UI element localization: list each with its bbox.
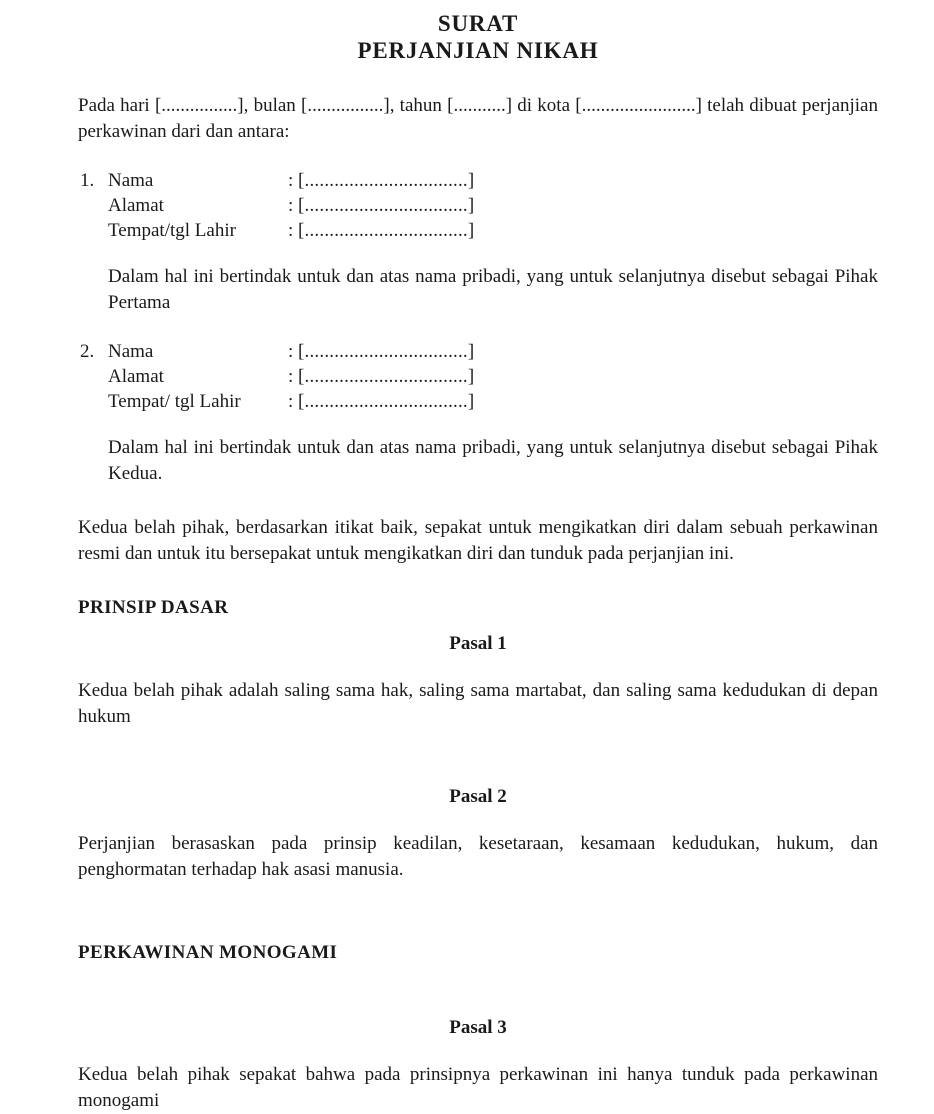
- field-label-alamat-1: Alamat: [108, 195, 164, 216]
- party-1-number: 1.: [80, 170, 95, 191]
- field-row-alamat-1: [78, 193, 878, 218]
- field-colon-alamat-1: :: [288, 195, 294, 216]
- article-body-pasal-3: Kedua belah pihak sepakat bahwa pada prinsipnya perkawinan ini hanya tunduk pada perkawinan monogami: [78, 1064, 878, 1111]
- field-colon-alamat-2: :: [288, 366, 294, 387]
- field-row-nama-1: [78, 168, 878, 193]
- party-block-2: [78, 339, 878, 487]
- party-1-fields: [78, 168, 878, 243]
- field-row-nama-2: [78, 339, 878, 364]
- article-label-pasal-2: Pasal 2: [449, 786, 507, 807]
- document-title-line-2: PERJANJIAN NIKAH: [357, 38, 599, 63]
- field-label-nama-2: Nama: [108, 341, 154, 362]
- field-colon-nama-1: :: [288, 170, 294, 191]
- article-body-pasal-2: Perjanjian berasaskan pada prinsip keadilan, kesetaraan, kesamaan kedudukan, hukum, dan penghormatan terhadap hak asasi manusia.: [78, 833, 878, 880]
- field-colon-tempat-tgl-lahir-1: :: [288, 220, 294, 241]
- document-title-line-1: SURAT: [437, 11, 519, 36]
- section-heading-prinsip-dasar: PRINSIP DASAR: [78, 597, 229, 618]
- party-1-note: Dalam hal ini bertindak untuk dan atas nama pribadi, yang untuk selanjutnya disebut sebagai Pihak Pertama: [108, 266, 878, 313]
- article-label-pasal-3: Pasal 3: [449, 1017, 507, 1038]
- opening-paragraph: Pada hari [................], bulan [................], tahun [...........] di kota [........................] telah dibuat perjanjian perkawinan dari dan antara:: [78, 95, 878, 142]
- article-label-pasal-1: Pasal 1: [449, 633, 507, 654]
- field-row-tempat-tgl-lahir-2: [78, 389, 878, 414]
- field-label-alamat-2: Alamat: [108, 366, 164, 387]
- field-value-tempat-tgl-lahir-2[interactable]: [.................................]: [298, 391, 475, 412]
- field-colon-nama-2: :: [288, 341, 294, 362]
- section-heading-perkawinan-monogami: PERKAWINAN MONOGAMI: [78, 942, 338, 963]
- article-body-pasal-1: Kedua belah pihak adalah saling sama hak, saling sama martabat, dan saling sama kedudukan di depan hukum: [78, 680, 878, 727]
- field-value-tempat-tgl-lahir-1[interactable]: [.................................]: [298, 220, 475, 241]
- field-label-tempat-tgl-lahir-1: Tempat/tgl Lahir: [108, 220, 236, 241]
- field-label-nama-1: Nama: [108, 170, 154, 191]
- field-row-tempat-tgl-lahir-1: [78, 218, 878, 243]
- field-value-nama-2[interactable]: [.................................]: [298, 341, 475, 362]
- party-2-number: 2.: [80, 341, 95, 362]
- field-row-alamat-2: [78, 364, 878, 389]
- party-2-fields: [78, 339, 878, 414]
- field-value-alamat-2[interactable]: [.................................]: [298, 366, 475, 387]
- document-title: [78, 10, 878, 64]
- field-value-alamat-1[interactable]: [.................................]: [298, 195, 475, 216]
- agreement-paragraph: Kedua belah pihak, berdasarkan itikat baik, sepakat untuk mengikatkan diri dalam sebuah perkawinan resmi dan untuk itu bersepakat untuk mengikatkan diri dan tunduk pada perjanjian ini.: [78, 517, 878, 564]
- party-block-1: [78, 168, 878, 316]
- field-value-nama-1[interactable]: [.................................]: [298, 170, 475, 191]
- field-colon-tempat-tgl-lahir-2: :: [288, 391, 294, 412]
- field-label-tempat-tgl-lahir-2: Tempat/ tgl Lahir: [108, 391, 241, 412]
- document-content: [78, 0, 878, 1114]
- party-2-note: Dalam hal ini bertindak untuk dan atas nama pribadi, yang untuk selanjutnya disebut sebagai Pihak Kedua.: [108, 437, 878, 484]
